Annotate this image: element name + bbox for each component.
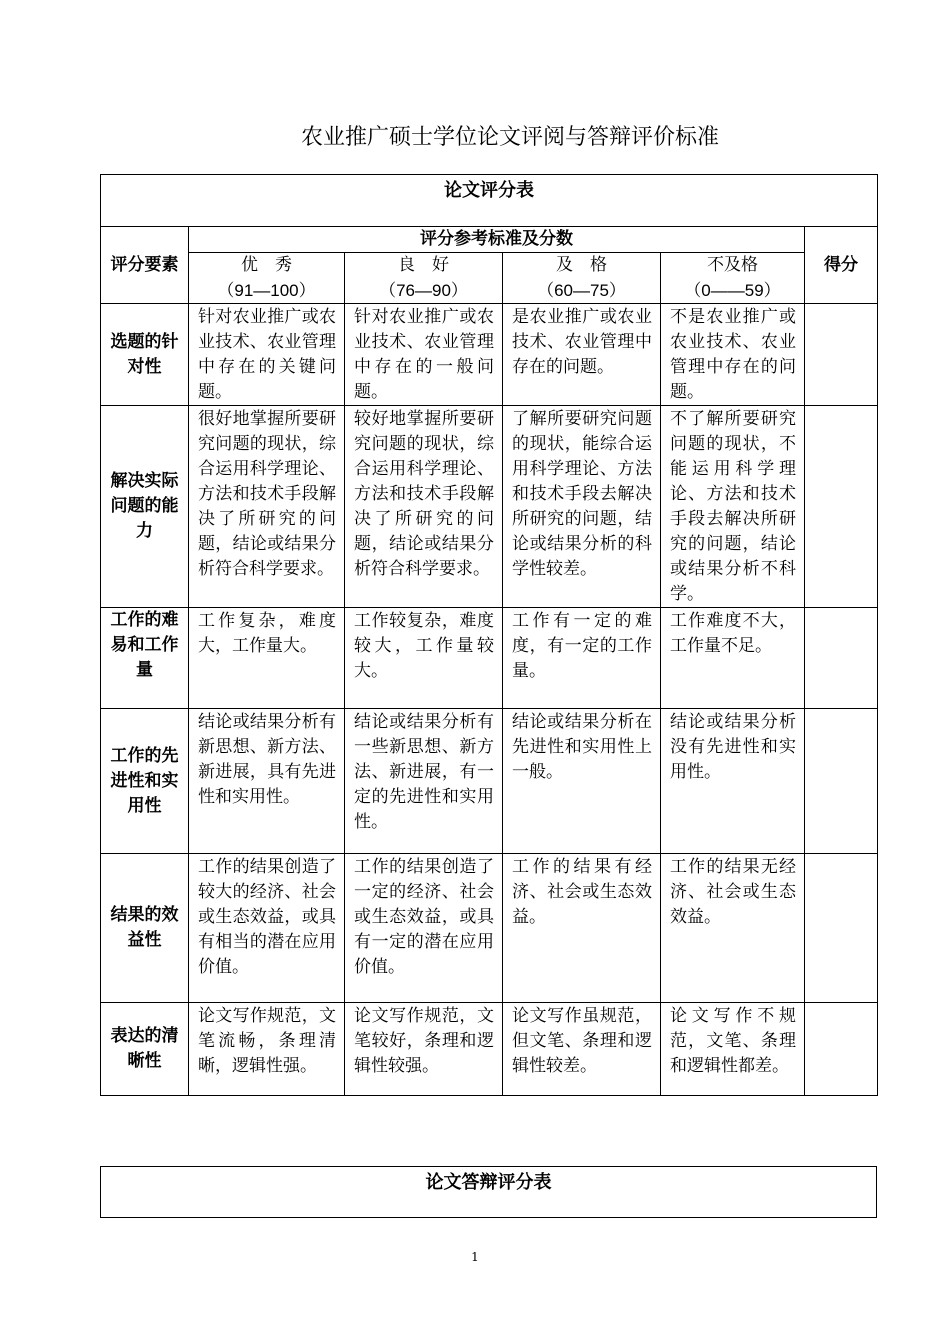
- criteria-cell: 很好地掌握所要研究问题的现状，综合运用科学理论、方法和技术手段解决了所研究的问题，结论或结果分析符合科学要求。: [189, 406, 345, 608]
- score-cell[interactable]: [805, 608, 878, 709]
- document-title: 农业推广硕士学位论文评阅与答辩评价标准: [300, 125, 719, 150]
- table-row: [101, 406, 878, 608]
- score-table: [100, 174, 878, 1096]
- score-cell[interactable]: [805, 304, 878, 406]
- table-row: [101, 854, 878, 1003]
- level-range: （0——59）: [684, 281, 781, 300]
- defense-table-title: 论文答辩评分表: [101, 1167, 877, 1218]
- criteria-cell: 工作的结果有经济、社会或生态效益。: [503, 854, 661, 1003]
- table-row: [101, 709, 878, 854]
- criteria-cell: 论文写作规范，文笔较好，条理和逻辑性较强。: [345, 1003, 503, 1096]
- criteria-cell: 工作的结果创造了一定的经济、社会或生态效益，或具有一定的潜在应用价值。: [345, 854, 503, 1003]
- page-number: 1: [471, 1250, 479, 1264]
- row-factor: 表达的清晰性: [101, 1003, 189, 1096]
- level-name: 及 格: [556, 255, 607, 275]
- criteria-cell: 针对农业推广或农业技术、农业管理中存在的关键问题。: [189, 304, 345, 406]
- level-header-excellent: [189, 253, 345, 304]
- criteria-cell: 工作的结果创造了较大的经济、社会或生态效益，或具有相当的潜在应用价值。: [189, 854, 345, 1003]
- criteria-cell: 结论或结果分析在先进性和实用性上一般。: [503, 709, 661, 854]
- criteria-cell: 论文写作虽规范，但文笔、条理和逻辑性较差。: [503, 1003, 661, 1096]
- level-name: 不及格: [707, 255, 758, 275]
- criteria-cell: 工作的结果无经济、社会或生态效益。: [661, 854, 805, 1003]
- factor-header: 评分要素: [101, 227, 189, 304]
- score-cell[interactable]: [805, 1003, 878, 1096]
- level-range: （60—75）: [537, 281, 626, 300]
- level-header-good: [345, 253, 503, 304]
- row-factor: 工作的先进性和实用性: [101, 709, 189, 854]
- criteria-cell: 不了解所要研究问题的现状，不能运用科学理论、方法和技术手段去解决所研究的问题，结论或结果分析不科学。: [661, 406, 805, 608]
- criteria-cell: 结论或结果分析有一些新思想、新方法、新进展，有一定的先进性和实用性。: [345, 709, 503, 854]
- level-name: 优 秀: [241, 255, 292, 275]
- criteria-header: 评分参考标准及分数: [189, 227, 805, 253]
- score-cell[interactable]: [805, 406, 878, 608]
- level-range: （76—90）: [379, 281, 468, 300]
- criteria-cell: 较好地掌握所要研究问题的现状，综合运用科学理论、方法和技术手段解决了所研究的问题，结论或结果分析符合科学要求。: [345, 406, 503, 608]
- criteria-cell: 了解所要研究问题的现状，能综合运用科学理论、方法和技术手段去解决所研究的问题，结论或结果分析的科学性较差。: [503, 406, 661, 608]
- row-factor: 选题的针对性: [101, 304, 189, 406]
- criteria-cell: 工作较复杂，难度较大，工作量较大。: [345, 608, 503, 709]
- level-header-fail: [661, 253, 805, 304]
- criteria-cell: 工作有一定的难度，有一定的工作量。: [503, 608, 661, 709]
- criteria-cell: 论文写作规范，文笔流畅，条理清晰，逻辑性强。: [189, 1003, 345, 1096]
- criteria-cell: 工作难度不大，工作量不足。: [661, 608, 805, 709]
- score-cell[interactable]: [805, 854, 878, 1003]
- criteria-cell: 结论或结果分析有新思想、新方法、新进展，具有先进性和实用性。: [189, 709, 345, 854]
- criteria-cell: 论文写作不规范，文笔、条理和逻辑性都差。: [661, 1003, 805, 1096]
- level-name: 良 好: [398, 255, 449, 275]
- row-factor: 结果的效益性: [101, 854, 189, 1003]
- table-row: [101, 608, 878, 709]
- defense-table: [100, 1166, 877, 1218]
- table-row: [101, 1003, 878, 1096]
- score-cell[interactable]: [805, 709, 878, 854]
- level-header-pass: [503, 253, 661, 304]
- row-factor: 解决实际问题的能力: [101, 406, 189, 608]
- score-header: 得分: [805, 227, 878, 304]
- criteria-cell: 针对农业推广或农业技术、农业管理中存在的一般问题。: [345, 304, 503, 406]
- criteria-cell: 结论或结果分析没有先进性和实用性。: [661, 709, 805, 854]
- criteria-cell: 是农业推广或农业技术、农业管理中存在的问题。: [503, 304, 661, 406]
- criteria-cell: 不是农业推广或农业技术、农业管理中存在的问题。: [661, 304, 805, 406]
- level-range: （91—100）: [217, 281, 316, 300]
- score-table-title: 论文评分表: [101, 175, 878, 227]
- row-factor: 工作的难易和工作量: [101, 608, 189, 709]
- criteria-cell: 工作复杂，难度大，工作量大。: [189, 608, 345, 709]
- table-row: [101, 304, 878, 406]
